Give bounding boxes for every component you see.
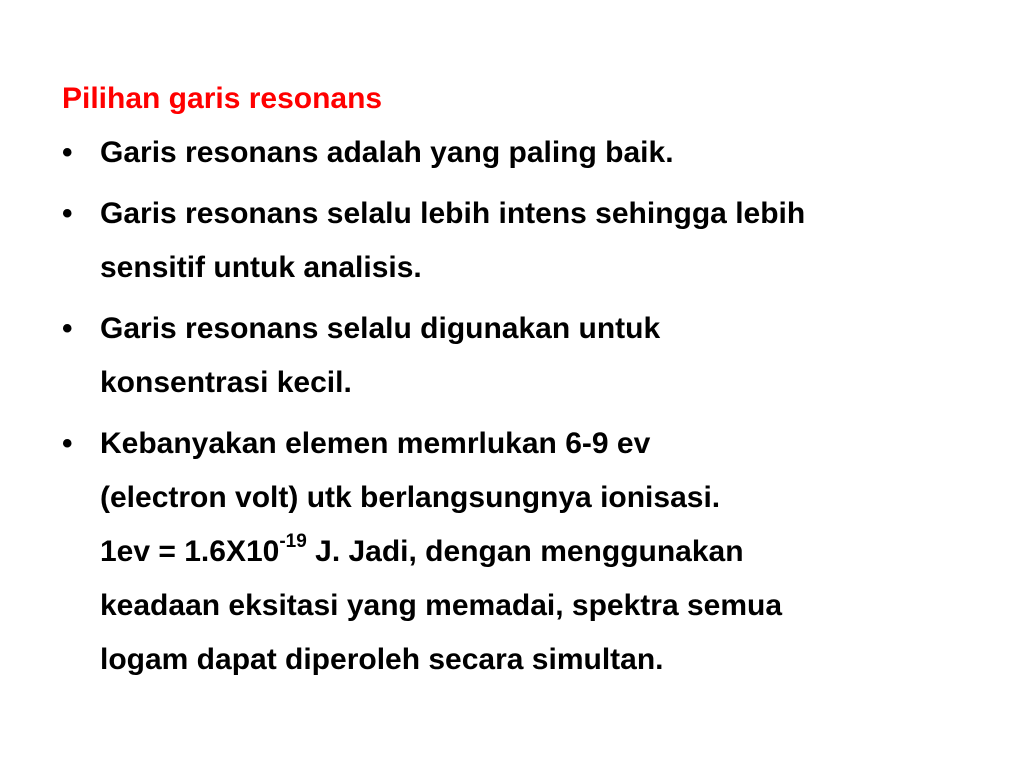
bullet-text-formula [100,525,1002,579]
bullet-icon: • [62,197,73,230]
bullet-item-2 [62,187,1002,295]
formula-suffix: J. Jadi, dengan menggunakan [306,535,744,568]
bullet-text: keadaan eksitasi yang memadai, spektra semua [100,589,783,622]
bullet-text: (electron volt) utk berlangsungnya ionisasi. [100,481,721,514]
bullet-text: konsentrasi kecil. [100,366,352,399]
bullet-list [62,126,1002,687]
formula-exponent: -19 [279,531,307,552]
bullet-text: Garis resonans adalah yang paling baik. [100,136,674,169]
bullet-text: Garis resonans selalu digunakan untuk [100,312,661,345]
formula-prefix: 1ev = 1.6X10 [100,535,280,568]
bullet-icon: • [62,312,73,345]
bullet-item-4 [62,417,1002,687]
slide-heading: Pilihan garis resonans [62,82,383,115]
bullet-text: Kebanyakan elemen memrlukan 6-9 ev [100,427,651,460]
slide-content [62,72,1002,687]
bullet-icon: • [62,427,73,460]
bullet-text: sensitif untuk analisis. [100,251,422,284]
bullet-item-1 [62,126,1002,180]
bullet-icon: • [62,136,73,169]
bullet-text: Garis resonans selalu lebih intens sehingga lebih [100,197,806,230]
bullet-item-3 [62,302,1002,410]
bullet-text: logam dapat diperoleh secara simultan. [100,643,664,676]
